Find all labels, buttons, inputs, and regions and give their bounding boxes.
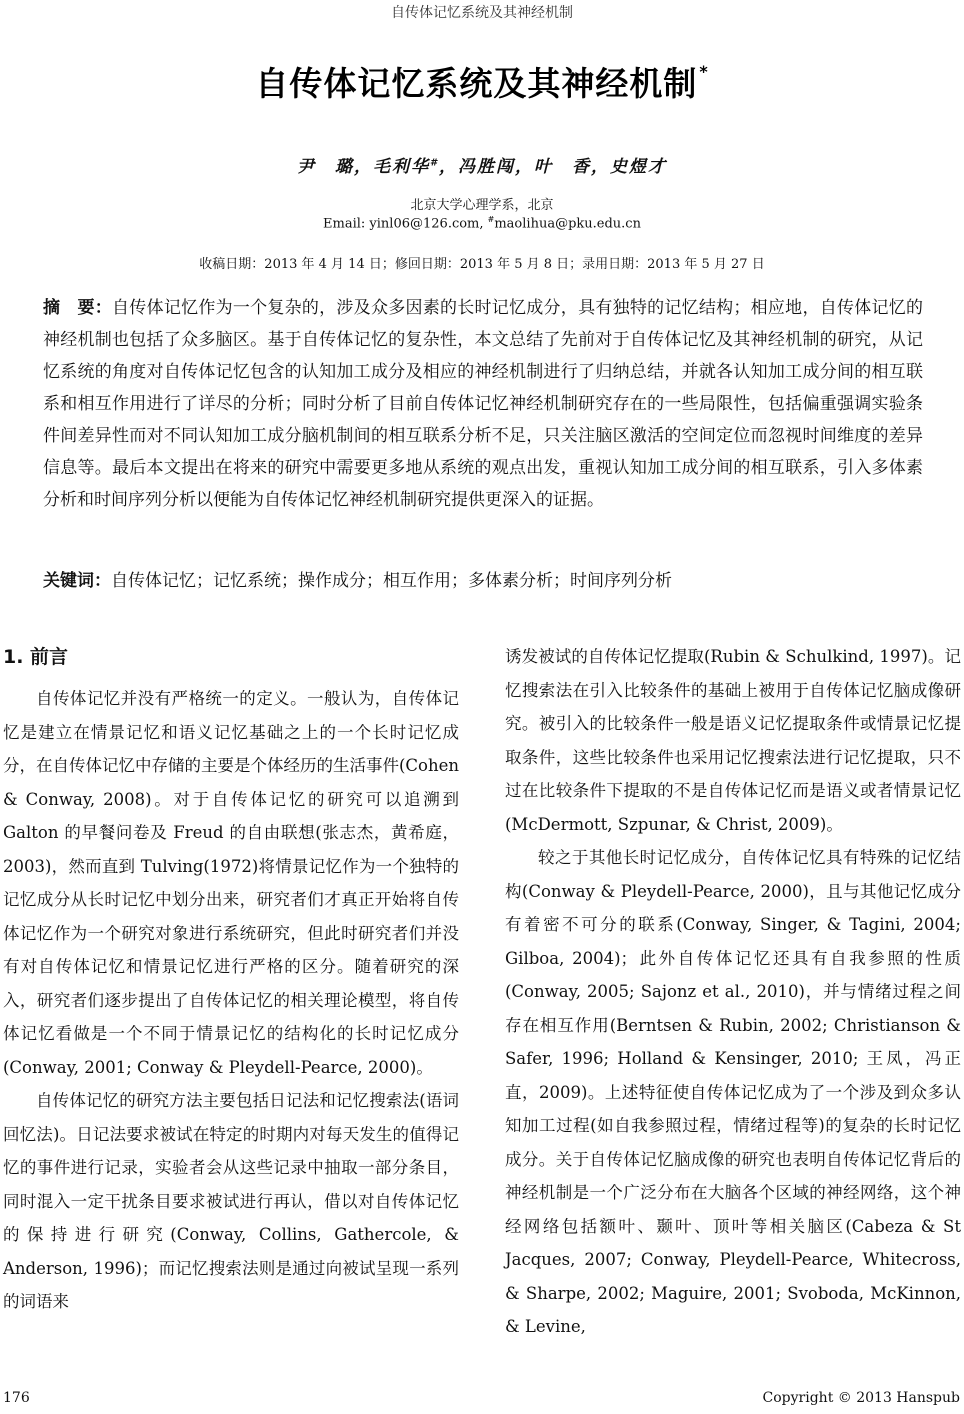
affiliation: 北京大学心理学系，北京 xyxy=(410,198,554,213)
keywords-label: 关键词： xyxy=(43,571,111,591)
paper-title xyxy=(0,58,964,105)
body-paragraph: 自传体记忆的研究方法主要包括日记法和记忆搜索法(语词回忆法)。日记法要求被试在特定的时期内对每天发生的值得记忆的事件进行记录，实验者会从这些记录中抽取一部分条目，同时混入一定干扰条目要求被试进行再认，借以对自传体记忆的保持进行研究(Conway, Collins, Gathercole, & Anderson, 1996)；而记忆搜索法则是通过向被试呈现一系列的词语来 xyxy=(3,1091,459,1311)
email-mark: # xyxy=(487,215,495,224)
body-paragraph: 诱发被试的自传体记忆提取(Rubin & Schulkind, 1997)。记忆搜索法在引入比较条件的基础上被用于自传体记忆脑成像研究。被引入的比较条件一般是语义记忆提取条件或情景记忆提取条件，这些比较条件也采用记忆搜索法进行记忆提取，只不过在比较条件下提取的不是自传体记忆而是语义或者情景记忆(McDermott, Szpunar, & Christ, 2009)。 xyxy=(505,647,961,834)
title-footnote-marker: * xyxy=(699,62,709,81)
email-suffix: maolihua@pku.edu.cn xyxy=(494,216,641,232)
authors-prefix: 尹 璐，毛利华 xyxy=(297,157,431,177)
abstract-text: 自传体记忆作为一个复杂的，涉及众多因素的长时记忆成分，具有独特的记忆结构；相应地，自传体记忆的神经机制也包括了众多脑区。基于自传体记忆的复杂性，本文总结了先前对于自传体记忆及其神经机制的研究，从记忆系统的角度对自传体记忆包含的认知加工成分及相应的神经机制进行了归纳总结，并就各认知加工成分间的相互联系和相互作用进行了详尽的分析；同时分析了目前自传体记忆神经机制研究存在的一些局限性，包括偏重强调实验条件间差异性而对不同认知加工成分脑机制间的相互联系分析不足，只关注脑区激活的空间定位而忽视时间维度的差异信息等。最后本文提出在将来的研究中需要更多地从系统的观点出发，重视认知加工成分间的相互联系，引入多体素分析和时间序列分析以便能为自传体记忆神经机制研究提供更深入的证据。 xyxy=(43,298,924,510)
paper-title-text: 自传体记忆系统及其神经机制 xyxy=(255,64,698,103)
body-paragraph: 自传体记忆并没有严格统一的定义。一般认为，自传体记忆是建立在情景记忆和语义记忆基础之上的一个长时记忆成分，在自传体记忆中存储的主要是个体经历的生活事件(Cohen & Conway, 2008)。对于自传体记忆的研究可以追溯到 Galton 的早餐问卷及 Freud 的自由联想(张志杰，黄希庭，2003)，然而直到 Tulving(1972)将情景记忆作为一个独特的记忆成分从长时记忆中划分出来，研究者们才真正开始将自传体记忆作为一个研究对象进行系统研究，但此时研究者们并没有对自传体记忆和情景记忆进行严格的区分。随着研究的深入，研究者们逐步提出了自传体记忆的相关理论模型，将自传体记忆看做是一个不同于情景记忆的结构化的长时记忆成分(Conway, 2001; Conway & Pleydell-Pearce, 2000)。 xyxy=(3,689,460,1077)
keywords xyxy=(43,566,923,591)
email-prefix: Email: yinl06@126.com, xyxy=(323,216,488,232)
right-column xyxy=(505,640,961,1344)
running-header: 自传体记忆系统及其神经机制 xyxy=(391,5,573,21)
copyright-notice: Copyright © 2013 Hanspub xyxy=(762,1390,960,1406)
abstract xyxy=(43,292,923,516)
section-heading: 1. 前言 xyxy=(3,646,69,668)
left-column xyxy=(3,640,459,1319)
corresponding-author-mark: # xyxy=(430,157,439,169)
keywords-text: 自传体记忆；记忆系统；操作成分；相互作用；多体素分析；时间序列分析 xyxy=(111,571,672,591)
body-paragraph: 较之于其他长时记忆成分，自传体记忆具有特殊的记忆结构(Conway & Pleydell-Pearce, 2000)，且与其他记忆成分有着密不可分的联系(Conway, Singer, & Tagini, 2004; Gilboa, 2004)；此外自传体记忆还具有自我参照的性质(Conway, 2005; Sajonz et al., 2010)，并与情绪过程之间存在相互作用(Berntsen & Rubin, 2002; Christianson & Safer, 1996; Holland & Kensinger, 2010; 王凤，冯正直，2009)。上述特征使自传体记忆成为了一个涉及到众多认知加工过程(如自我参照过程，情绪过程等)的复杂的长时记忆成分。关于自传体记忆脑成像的研究也表明自传体记忆背后的神经机制是一个广泛分布在大脑各个区域的神经网络，这个神经网络包括额叶、颞叶、顶叶等相关脑区(Cabeza & St Jacques, 2007; Conway, Pleydell-Pearce, Whitecross, & Sharpe, 2002; Maguire, 2001; Svoboda, McKinnon, & Levine, xyxy=(505,848,961,1336)
abstract-label: 摘 要： xyxy=(43,298,113,318)
page-number: 176 xyxy=(3,1390,30,1406)
authors-suffix: ，冯胜闯，叶 香，史煜才 xyxy=(438,157,667,177)
submission-dates: 收稿日期：2013 年 4 月 14 日；修回日期：2013 年 5 月 8 日；录用日期：2013 年 5 月 27 日 xyxy=(199,257,765,272)
email-line xyxy=(0,215,964,231)
author-list xyxy=(0,152,964,177)
